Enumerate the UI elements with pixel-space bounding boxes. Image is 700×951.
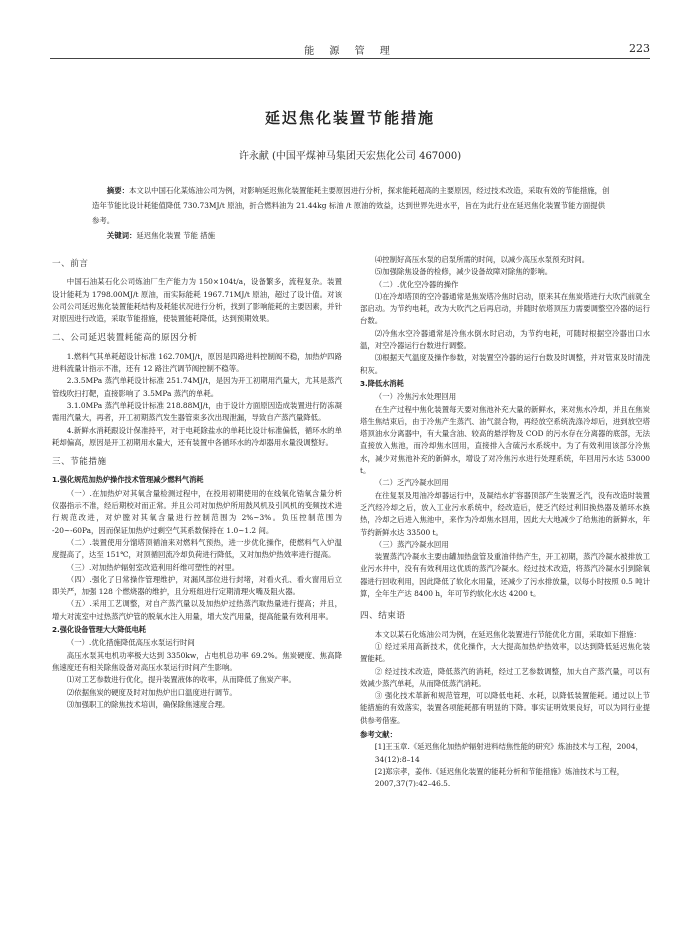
paragraph: 中国石油某石化公司炼油厂生产能力为 150×104t/a，设备繁多，流程复杂。装置设计能耗为 1798.00MJ/t 原油，而实际能耗 1967.71MJ/t 原油，超过了设计值。对该公司公司延迟焦化装置能耗结构及耗能状况进行分析，找到了影响能耗的主要因素，并针对原因进行改造，采取节能措施，使装置能耗降低，达到预期效果。: [52, 277, 342, 324]
paragraph: ① 经过采用高新技术，优化操作，大大提高加热炉热效率，以达到降低延迟焦化装置能耗。: [360, 641, 650, 664]
paragraph: ⑶根据天气温度及操作参数，对装置空冷器的运行台数及时调整，并对管束及时清洗积灰。: [360, 353, 650, 375]
right-column: [360, 254, 650, 790]
paper-title: 延迟焦化装置节能措施: [264, 109, 435, 127]
keywords-label: 关键词：: [106, 231, 137, 240]
paragraph: ⑸加强除焦设备的检修，减少设备故障对除焦的影响。: [374, 267, 553, 277]
subsection-heading: 1.强化规范加热炉操作技术管理减少燃料气消耗: [52, 475, 204, 485]
paragraph: 2.3.5MPa 蒸汽单耗设计标准 251.74MJ/t，是因为开工初期用汽量大，尤其是蒸汽管线吹扫打靶，直接影响了 3.5MPa 蒸汽的单耗。: [52, 376, 342, 398]
paragraph: ⑴对工艺参数进行优化，提升装置液体的收率，从而降低了焦炭产率。: [66, 675, 296, 685]
paragraph: 高压水泵其电机功率极大达到 3350kw，占电机总功率 69.2%。焦炭硬度、焦高降焦速度还有相关除焦设备对高压水泵运行时间产生影响。: [52, 650, 342, 672]
header-rule: [50, 58, 650, 59]
reference-item: [2]郑宗孝，姜伟.《延迟焦化装置的能耗分析和节能措施》炼油技术与工程，2007,37(7):42–46.5.: [374, 766, 625, 789]
reference-item: [1]王玉章.《延迟焦化加热炉辐射进料结焦性能的研究》炼油技术与工程，2004，34(12):8–14: [374, 742, 643, 764]
journal-name: 能 源 管 理: [304, 46, 396, 57]
paragraph: （二）乏汽冷凝水回用: [374, 478, 449, 488]
keywords: [92, 228, 612, 243]
left-column: [52, 253, 342, 711]
references-heading: 参考文献：: [360, 729, 397, 739]
paragraph: （一）.优化措施降低高压水泵运行时间: [66, 638, 195, 648]
section-heading: 二、公司延迟装置耗能高的原因分析: [52, 333, 198, 344]
paragraph: 4.新鲜水消耗跟设计保准持平，对于电耗除盐水的单耗比设计标准偏低，循环水的单耗却偏高，原因是开工初期用水量大，还有装置中各循环水的冷却器用水量没调整好。: [52, 425, 342, 447]
paragraph: ⑷控制好高压水泵的启泵所需的时间，以减少高压水泵预充时间。: [374, 255, 590, 264]
paragraph: 1.燃料气其单耗超设计标准 162.70MJ/t，原因是四路进料控制阀不稳，加热炉四路进料流量计指示不准，还有 12 路注汽调节阀控制不稳等。: [52, 351, 342, 374]
paragraph: 在生产过程中焦化装置每天要对焦池补充大量的新鲜水，来对焦水冷却，并且在焦炭塔生焦结束后，由于冷焦产生蒸汽、油气混合物，再经放空系统洗涤冷却后，进到放空塔塔顶油水分离器中，有大量含油、较高的悬浮物及 COD 的污水存在分离器的底部，无法直接放入焦池，而冷却焦水回用，直接排入含硫污水系统中。为了有效利用该部分冷焦水，减少对焦池补充的新鲜水，增设了对冷焦污水进行处理系统，年回用污水达 53000 t。: [360, 404, 650, 476]
section-heading: 四、结束语: [360, 611, 406, 622]
subsection-heading: 2.强化设备管理大大降低电耗: [52, 625, 146, 635]
paragraph: ⑵冷焦水空冷器通常是冷焦水倒水时启动，为节约电耗，可随时根据空冷器出口水温，对空冷器运行台数进行调整。: [360, 328, 650, 351]
abstract-label: 摘要：: [106, 186, 129, 195]
paragraph: （四）.强化了日常操作管理维护，对漏风部位进行封堵，对看火孔、看火窗用后立即关严，加强 128 个燃烧器的维护，且分班组进行定期清理火嘴及阻火器。: [52, 574, 342, 597]
section-heading: 一、前言: [52, 259, 89, 269]
abstract-text: 本文以中国石化某炼油公司为例，对影响延迟焦化装置能耗主要原因进行分析，探求能耗超高的主要原因，经过技术改造，采取有效的节能措施，创造年节能比设计耗能值降低 730.73MJ/t 原油，折合燃料油为 21.44kg 标油 /t 原油的效益，达到世界先进水平，旨在为此行业在延迟焦化装置节能方面提供参考。: [92, 186, 610, 225]
paragraph: ⑵依据焦炭的硬度及时对加热炉出口温度进行调节。: [66, 687, 237, 697]
author-line: 许永献 (中国平煤神马集团天宏焦化公司 467000): [238, 151, 462, 162]
paragraph: （一）冷焦污水处理回用: [374, 392, 457, 402]
paragraph: ③ 强化技术革新和规范管理，可以降低电耗、水耗，以降低装置能耗。通过以上节能措施的有效落实，装置各项能耗都有明显的下降。事实证明效果良好，可以为同行业提供参考借鉴。: [360, 691, 650, 725]
paragraph: 在往复泵及甩油冷却器运行中，及凝结水扩容器顶部产生装置乏汽，没有改造时装置乏汽经冷却之后，放入工业污水系统中，经改造后，使乏汽经过利旧换热器及循环水换热，冷却之后进入焦池中，来作为冷却焦水回用，因此大大地减少了给焦池的新鲜水，年节约新鲜水达 33500 t。: [360, 490, 650, 537]
subsection-heading: 3.降低水消耗: [360, 378, 404, 388]
paragraph: 3.1.0MPa 蒸汽单耗设计标准 218.88MJ/t，由于设计方面原因造成装置进行防冻凝需用汽量大，再者，开工初期蒸汽发生器管束多次出现泄漏，导致自产蒸汽量降低。: [52, 400, 342, 423]
paragraph: ② 经过技术改造，降低蒸汽的消耗，经过工艺参数调整，加大自产蒸汽量，可以有效减少蒸汽单耗，从而降低蒸汽消耗。: [360, 666, 650, 688]
paragraph: （五）.采用工艺调整，对自产蒸汽量以及加热炉过热蒸汽取热量进行提高；并且，增大对流室中过热蒸汽炉管的脱氧水注入用量，增大发汽用量，提高能量有效利用率。: [52, 599, 342, 621]
abstract: [92, 183, 612, 243]
paragraph: （三）蒸汽冷凝水回用: [374, 539, 449, 549]
paragraph: 本文以某石化炼油公司为例，在延迟焦化装置进行节能优化方面，采取如下措施：: [374, 629, 641, 639]
paragraph: （三）.对加热炉辐射室改造利用纤维可塑性的衬里。: [66, 562, 240, 572]
abstract-body: [92, 183, 612, 228]
keywords-text: 延迟焦化装置 节能 措施: [136, 231, 215, 240]
page-number: 223: [629, 42, 650, 55]
paragraph: （二）.装置使用分馏塔顶循油来对燃料气预热，进一步优化操作，使燃料气入炉温度提高了，达至 151℃，对顶循回流冷却负荷进行降低，又对加热炉热效率进行提高。: [52, 537, 342, 560]
section-heading: 三、节能措施: [52, 457, 107, 468]
paragraph: ⑴在冷却塔顶的空冷器通常是焦炭塔冷焦时启动，原来其在焦炭塔进行大吹汽前就全部启动。为节约电耗，改为大吹汽之后再启动，并随时依塔顶压力需要调整空冷器的运行台数。: [360, 291, 650, 326]
paragraph: 装置蒸汽冷凝水主要由罐加热盘管及重油伴热产生，开工初期，蒸汽冷凝水被排放工业污水井中，没有有效利用这优质的蒸汽冷凝水。经过技术改造，将蒸汽冷凝水引到除氧器进行回收利用，因此降低了软化水用量，还减少了污水排放量，以每小时按照 0.5 吨计算，全年生产达 8400 h，年可节约软化水达 4200 t。: [360, 552, 650, 599]
paragraph: （二）.优化空冷器的操作: [374, 279, 459, 289]
paragraph: （一）.在加热炉对其氧含量检测过程中，在投用初期使用的在线氧化锆氧含量分析仪器指示不准，经后期校对而正常。并且公司对加热炉所用鼓风机及引风机的变频技术进行规范改进，对炉膛对其氧含量进行控制范围为 2%~3%。负压控制范围为 -20~-60Pa，因而保证加热炉过剩空气其系数保持在 1.0~1.2 间。: [52, 488, 342, 535]
paragraph: ⑶加强职工的除焦技术培训，确保除焦速度合理。: [66, 699, 230, 709]
